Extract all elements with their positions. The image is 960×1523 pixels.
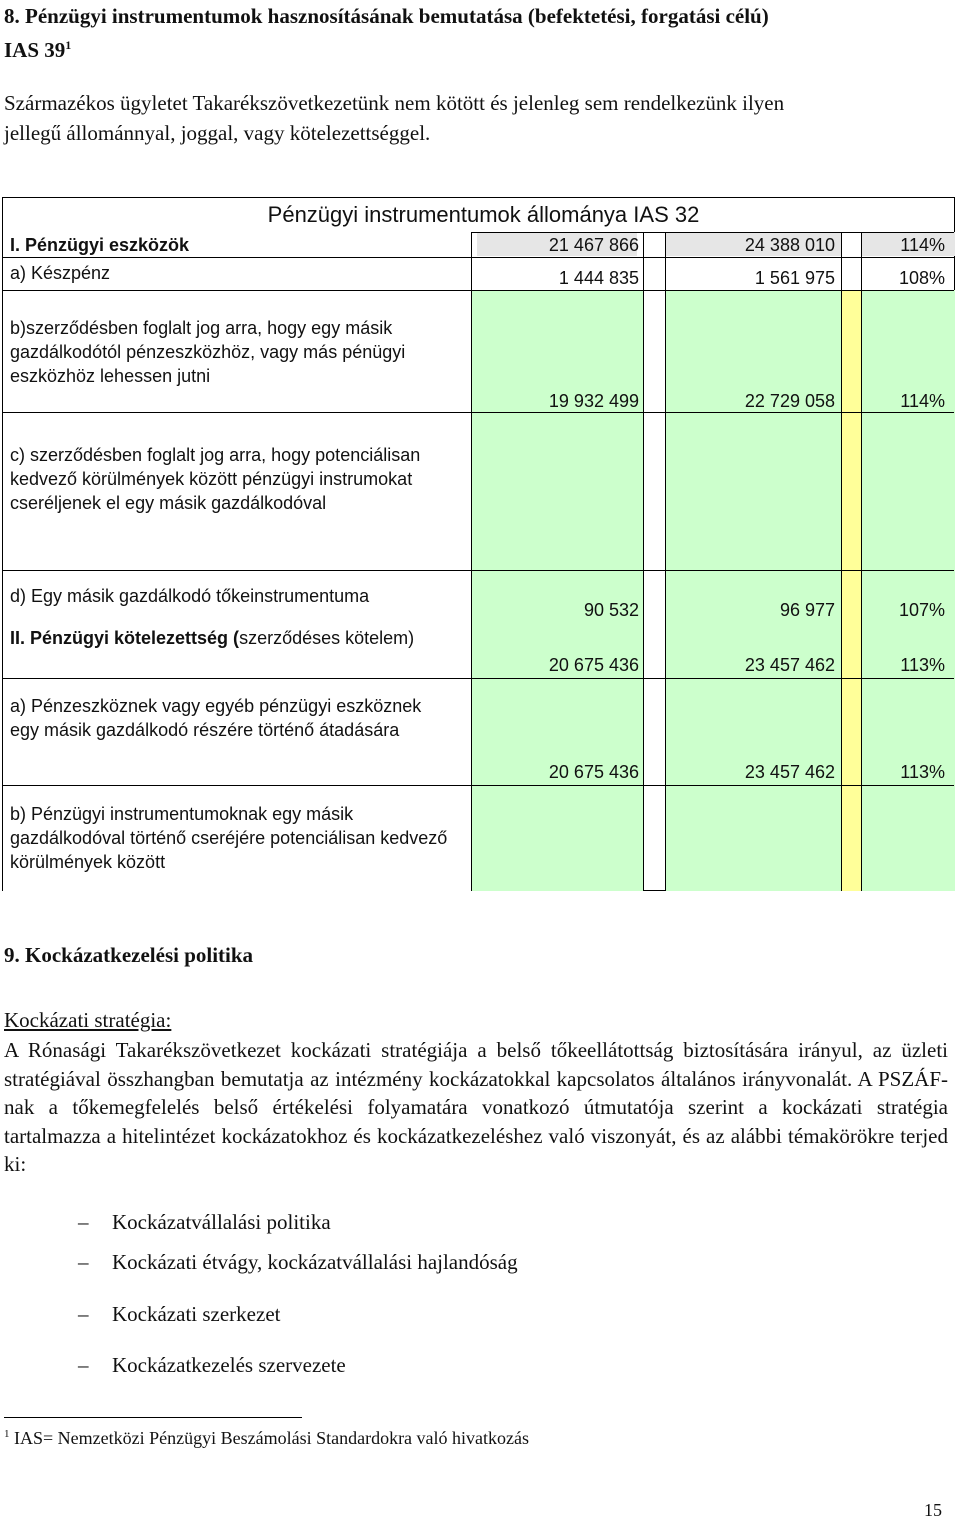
bullet-item: – Kockázati szerkezet [78,1302,281,1326]
row-value-curr: 23 457 462 [744,762,835,782]
row-label: I. Pénzügyi eszközök [10,235,190,255]
section-8-heading-line1: 8. Pénzügyi instrumentumok hasznosításának bemutatása (befektetési, forgatási célú) [4,4,769,28]
financial-instruments-table [2,197,955,891]
strategy-paragraph: A Rónasági Takarékszövetkezet kockázati stratégiája a belső tőkeellátottság biztosítására irányul, az üzleti stratégiával összhangban bemutatja az intézmény kockázatokkal kapcsolatos általános irányvonalát. A PSZÁF-nak a tőkemegfelelés belső értékelési folyamatára vonatkozó útmutatója szerint a kockázati stratégia tartalmazza a hitelintézet kockázatokhoz és kockázatkezeléshez való viszonyát, és az alábbi témakörökre terjed ki: [4,1038,948,1176]
row-value-curr: 23 457 462 [744,655,835,675]
row-value-prev: 90 532 [583,600,639,620]
row-percent: 108% [898,268,945,288]
row-value-prev: 20 675 436 [548,655,639,675]
section-8-text [4,88,944,148]
row-label: b)szerződésben foglalt jog arra, hogy egy másik gazdálkodótól pénzeszközhöz, vagy más pénügyi eszközhöz lehessen jutni [10,318,406,386]
table-title: Pénzügyi instrumentumok állománya IAS 32 [267,202,700,227]
section-8-heading [4,2,954,65]
bullet-item: – Kockázatvállalási politika [78,1210,331,1234]
row-percent: 114% [900,235,945,255]
row-percent: 114% [900,391,945,411]
footnote-divider [4,1417,302,1418]
row-label: d) Egy másik gazdálkodó tőkeinstrumentuma [10,586,370,606]
footnote-text: IAS= Nemzetközi Pénzügyi Beszámolási Standardokra való hivatkozás [14,1428,530,1448]
row-label: II. Pénzügyi kötelezettség (szerződéses kötelem) [10,628,415,648]
row-value-prev: 1 444 835 [558,268,639,288]
row-percent: 107% [898,600,945,620]
footnote-ref: 1 [65,38,72,52]
row-label: a) Készpénz [10,263,111,283]
footnote-mark: 1 [4,1428,10,1440]
row-value-curr: 22 729 058 [744,391,835,411]
bullet-item: – Kockázatkezelés szervezete [78,1353,346,1377]
row-value-prev: 19 932 499 [548,391,639,411]
row-value-curr: 1 561 975 [754,268,835,288]
section-8-text-line2: jellegű állománnyal, joggal, vagy kötelezettséggel. [4,121,431,145]
section-9-heading: 9. Kockázatkezelési politika [4,943,254,967]
row-value-curr: 24 388 010 [744,235,835,255]
section-8-heading-line2: IAS 39 [4,38,66,62]
row-value-prev: 21 467 866 [548,235,639,255]
row-label: a) Pénzeszköznek vagy egyéb pénzügyi eszköznek egy másik gazdálkodó részére történő átadására [10,696,422,740]
footnote [4,1428,529,1449]
row-value-prev: 20 675 436 [548,762,639,782]
strategy-subheading: Kockázati stratégia: [4,1008,172,1032]
section-8-text-line1: Származékos ügyletet Takarékszövetkezetünk nem kötött és jelenleg sem rendelkezünk ilyen [4,91,785,115]
row-percent: 113% [900,762,945,782]
row-value-curr: 96 977 [779,600,835,620]
row-label: b) Pénzügyi instrumentumoknak egy másik gazdálkodóval történő cseréjére potenciálisan kedvező körülmények között [10,804,448,872]
row-percent: 113% [900,655,945,675]
bullet-item: – Kockázati étvágy, kockázatvállalási hajlandóság [78,1250,518,1274]
row-label: c) szerződésben foglalt jog arra, hogy potenciálisan kedvező körülmények között pénzügyi instrumokat cseréljenek el egy másik gazdálkodóval [10,445,421,513]
page-number: 15 [924,1500,942,1520]
